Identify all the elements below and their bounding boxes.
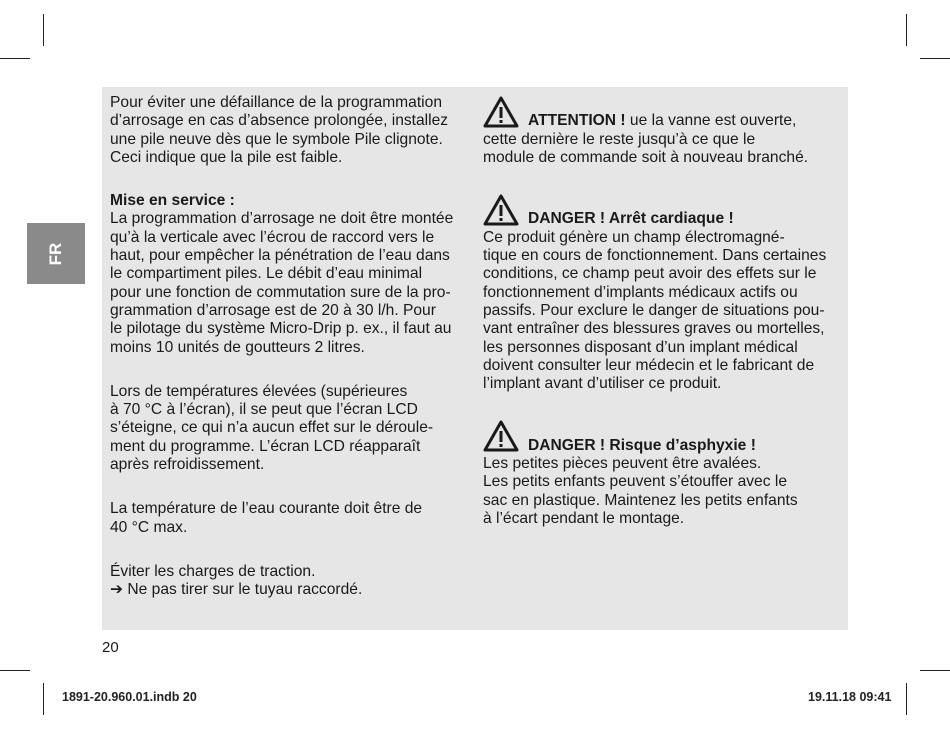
- crop-mark: [43, 14, 44, 46]
- page-number: 20: [102, 639, 119, 656]
- crop-mark: [906, 683, 907, 715]
- attention-text: ue la vanne est ouverte, cette dernière le reste jusqu’à ce que le module de commande soit à nouveau branché.: [483, 112, 809, 166]
- language-tab: [27, 223, 85, 284]
- cardiac-heading: DANGER ! Arrêt cardiaque !: [528, 210, 734, 228]
- temperature-lcd-paragraph: Lors de températures élevées (supérieures à 70 °C à l’écran), il se peut que l’écran LCD s’éteigne, ce qui n’a aucun effet sur le déroule- ment du programme. L’écran LCD réapparaît après refroidissement.: [110, 382, 434, 474]
- language-tab-label: FR: [46, 242, 65, 265]
- attention-warning: [483, 94, 845, 167]
- crop-mark: [0, 670, 30, 671]
- crop-mark: [920, 670, 950, 671]
- warning-triangle-icon: [483, 96, 519, 128]
- warning-triangle-icon: [483, 420, 519, 452]
- slug-file: 1891-20.960.01.indb 20: [62, 690, 197, 704]
- cardiac-warning: [483, 192, 845, 393]
- traction-paragraph: Éviter les charges de traction. ➔ Ne pas tirer sur le tuyau raccordé.: [110, 562, 363, 599]
- warning-triangle-icon: [483, 194, 519, 226]
- crop-mark: [43, 683, 44, 715]
- mise-en-service-text: La programmation d’arrosage ne doit être montée qu’à la verticale avec l’écrou de raccord vers le haut, pour empêcher la pénétration de l’eau dans le compartiment piles. Le débit d’eau minimal pour une fonction de commutation sure de la pro- grammation d’arrosage est de 20 à 30 l/h. Pour le pilotage du système Micro-Drip p. ex., il faut au moins 10 unités de goutteurs 2 litres.: [110, 210, 454, 356]
- water-temperature-paragraph: La température de l’eau courante doit être de 40 °C max.: [110, 500, 423, 536]
- attention-heading: ATTENTION !: [528, 112, 626, 130]
- asphyxia-warning: [483, 418, 845, 528]
- right-column: [483, 94, 845, 528]
- mise-en-service-heading: Mise en service :: [110, 192, 235, 210]
- crop-mark: [0, 58, 30, 59]
- battery-paragraph: Pour éviter une défaillance de la programmation d’arrosage en cas d’absence prolongée, installez une pile neuve dès que le symbole Pile clignote. Ceci indique que la pile est faible.: [110, 94, 449, 166]
- asphyxia-text: Les petites pièces peuvent être avalées. Les petits enfants peuvent s’étouffer avec le sac en plastique. Maintenez les petits enfants à l’écart pendant le montage.: [483, 455, 798, 527]
- crop-mark: [920, 58, 950, 59]
- left-column: [110, 94, 470, 600]
- cardiac-text: Ce produit génère un champ électromagné- tique en cours de fonctionnement. Dans certaines conditions, ce champ peut avoir des effets sur le fonctionnement d’implants médicaux actifs ou passifs. Pour exclure le danger de situations pou- vant entraîner des blessures graves ou mortelles, les personnes disposant d’un implant médical doivent consulter leur médecin et le fabricant de l’implant avant d’utiliser ce produit.: [483, 228, 827, 393]
- slug-date: 19.11.18 09:41: [808, 690, 892, 704]
- asphyxia-heading: DANGER ! Risque d’asphyxie !: [528, 436, 756, 454]
- crop-mark: [906, 14, 907, 46]
